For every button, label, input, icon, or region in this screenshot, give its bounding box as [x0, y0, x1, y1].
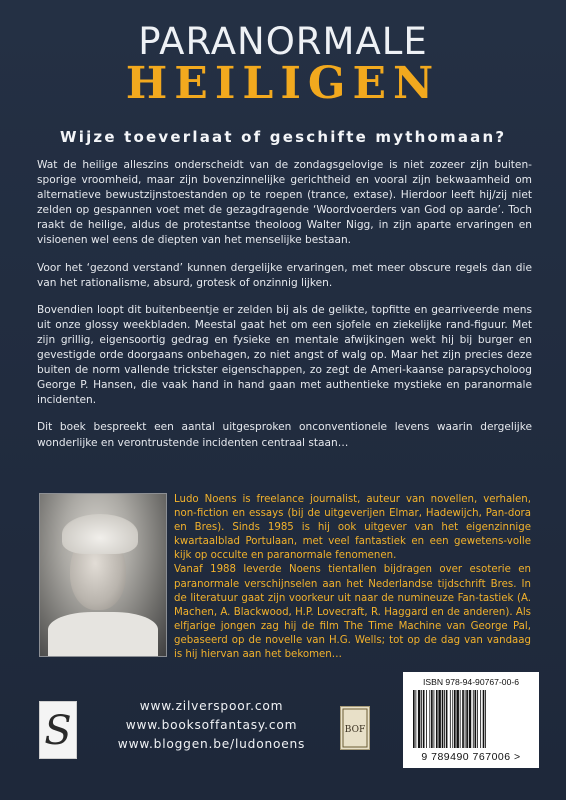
blurb-paragraph-2: Voor het ‘gezond verstand’ kunnen dergelijke ervaringen, met meer obscure regels dan die van het rationalisme, absurd, grotesk of onzinnig lijken. [37, 261, 532, 289]
barcode-bar [462, 690, 464, 748]
blurb [37, 158, 532, 463]
blurb-paragraph-3: Bovendien loopt dit buitenbeentje er zelden bij als de gelikte, topfitte en gearriveerde mens uit onze glossy weekbladen. Meestal gaat het om een sjofele en ziekelijke rand-figuur. Met zijn grillig, eigensoortig gedrag en fysieke en mentale afwijkingen wekt hij bij burger en gevestigde orde doorgaans onbehagen, zo niet angst of walg op. Maar het zijn precies deze buiten de norm vallende trickster eigenschappen, zo zegt de Ameri-kaanse parapsycholoog George P. Hansen, die vaak hand in hand gaan met authentieke mystieke en paranormale incidenten. [37, 303, 532, 407]
website-link-3[interactable]: www.bloggen.be/ludonoens [117, 737, 306, 751]
barcode-bar [456, 690, 458, 748]
title-line-1: PARANORMALE [138, 20, 428, 63]
barcode-bar [475, 690, 477, 748]
barcode-digits: 9 789490 767006 [421, 751, 511, 763]
barcode-bar [485, 690, 486, 748]
barcode-bar [415, 690, 416, 748]
barcode-bar [421, 690, 422, 748]
barcode-bar [429, 690, 430, 748]
barcode-bar [431, 690, 433, 748]
author-photo [39, 493, 167, 657]
barcode-bar [469, 690, 471, 748]
barcode-bar [438, 690, 440, 748]
zilverspoor-logo-letter: S [44, 708, 72, 754]
title-line-2: HEILIGEN [125, 58, 441, 109]
barcode-bar [442, 690, 444, 748]
books-of-fantasy-logo [340, 706, 370, 750]
barcode-bar [480, 690, 481, 748]
zilverspoor-logo-mark [40, 702, 76, 758]
subtitle: Wijze toeverlaat of geschifte mythomaan? [60, 128, 507, 146]
author-bio-paragraph-2: Vanaf 1988 leverde Noens tientallen bijdragen over esoterie en paranormale verschijnselen aan het Nederlandse tijdschrift Bres. In de literatuur gaat zijn voorkeur uit naar de numineuze Fan-tastiek (A. Machen, A. Blackwood, H.P. Lovecraft, R. Haggard en de anderen). Als elfjarige jongen zag hij de film The Time Machine van George Pal, gebaseerd op de novelle van H.G. Wells; tot op de dag van vandaag is hij hiervan aan het bekomen… [174, 564, 531, 661]
barcode-bar [477, 690, 478, 748]
barcode-bar [423, 690, 425, 748]
website-link-2[interactable]: www.booksoffantasy.com [125, 718, 298, 732]
zilverspoor-logo [39, 701, 77, 759]
barcode-bar [452, 690, 453, 748]
barcode-number [403, 751, 539, 763]
blurb-paragraph-4: Dit boek bespreekt een aantal uitgesproken onconventionele levens waarin dergelijke wonderlijke en verontrustende incidenten centraal staan… [37, 421, 532, 449]
website-link-1[interactable]: www.zilverspoor.com [139, 699, 284, 713]
author-bio-paragraph-1: Ludo Noens is freelance journalist, auteur van novellen, verhalen, non-fiction en essays (bij de uitgeverijen Elmar, Hadewijch, Pan-dora en Bres). Sinds 1985 is hij ook uitgever van het eigenzinnige kwartaalblad Portulaan, met veel fantastiek en een gewetens-volle kijk op occulte en paranormale fenomenen. [174, 494, 531, 562]
barcode-bar [436, 690, 438, 748]
barcode-bar [434, 690, 435, 748]
barcode-bar [426, 690, 427, 748]
barcode-bar [465, 690, 466, 748]
barcode-bar [450, 690, 451, 748]
barcode-bar [483, 690, 485, 748]
barcode-bar [454, 690, 456, 748]
barcode-bar [418, 690, 420, 748]
barcode-bar [466, 690, 468, 748]
barcode-bar [460, 690, 461, 748]
barcode-bars [411, 690, 531, 750]
barcode-bar [413, 690, 415, 748]
author-photo-hair [62, 514, 138, 554]
books-of-fantasy-logo-mark [341, 707, 369, 749]
website-list [104, 697, 319, 754]
barcode-bar [473, 690, 474, 748]
barcode-bar [446, 690, 448, 748]
author-photo-shirt [48, 612, 158, 656]
books-of-fantasy-logo-letters: BOF [344, 725, 366, 735]
barcode-addon: > [514, 751, 521, 763]
isbn-label: ISBN 978-94-90767-00-6 [422, 677, 520, 687]
blurb-paragraph-1: Wat de heilige alleszins onderscheidt van de zondagsgelovige is niet zozeer zijn buiten-sporige vroomheid, maar zijn bovenzinnelijke gerichtheid en vooral zijn bekwaamheid om alternatieve bewustzijnstoestanden op te roepen (trance, extase). Hierdoor leeft hij/zij niet zelden op gespannen voet met de gezagdragende ‘Woordvoerders van God op aarde’. Toch raakt de heilige, aldus de protestantse theoloog Walter Nigg, in zijn aparte ervaringen en visioenen wel eens de diepten van het menselijke bestaan. [37, 159, 532, 247]
author-bio [174, 493, 531, 662]
isbn-barcode [403, 672, 539, 768]
barcode-bar [444, 690, 445, 748]
